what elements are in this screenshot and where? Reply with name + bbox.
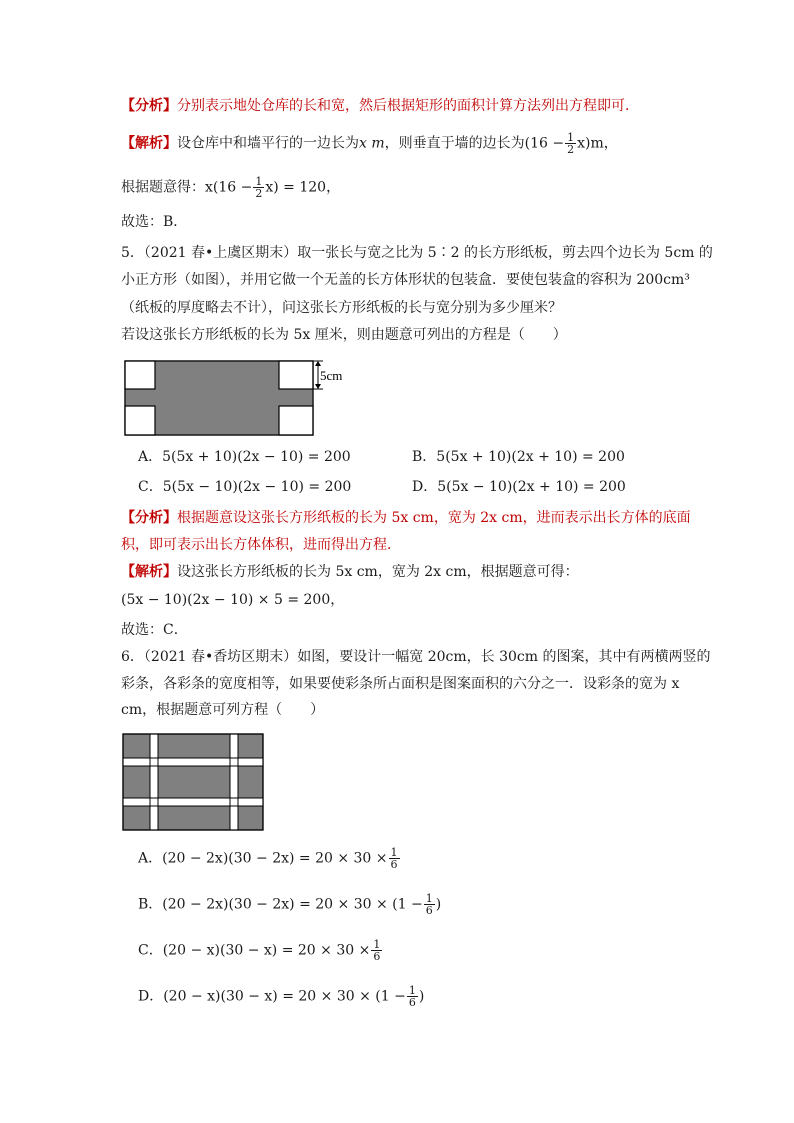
fraction: $\frac{1}{2}$ [567,131,575,156]
option-text: B．(20 − 2x)(30 − 2x) = 20 × 30 × (1 − [138,896,423,913]
q5-equation: (5x − 10)(2x − 10) × 5 = 200， [121,592,345,608]
q5-stem-line4: 若设这张长方形纸板的长为 5x 厘米，则由题意可列出的方程是（ ） [121,327,567,343]
arrow-up-icon [315,361,321,366]
option-text: A．(20 − 2x)(30 − 2x) = 20 × 30 × [138,850,388,867]
punct: ， [603,135,618,152]
q5-answer: 故选：C． [121,622,188,638]
q5-option-c[interactable]: C．5(5x − 10)(2x − 10) = 200 [138,479,352,495]
punct: ， [326,179,341,196]
q5-stem-line3: （纸板的厚度略去不计），问这张长方形纸板的长与宽分别为多少厘米？ [121,300,562,316]
corner-square [125,361,155,389]
q6-stem-line1: 6．（2021 春•香坊区期末）如图，要设计一幅宽 20cm，长 30cm 的图案，其中有两横两竖的 [121,649,711,665]
q5-analysis-line2: 积，即可表示出长方体体积，进而得出方程． [121,537,401,553]
option-text: D．(20 − x)(30 − x) = 20 × 30 × (1 − [138,988,406,1005]
q4-answer: 故选：B． [121,214,188,230]
option-text: C．(20 − x)(30 − x) = 20 × 30 × [138,942,371,959]
q5-stem-line1: 5．（2021 春•上虞区期末）取一张长与宽之比为 5∶2 的长方形纸板，剪去四个边长为 5cm 的 [121,245,713,261]
solution-text: 设这张长方形纸板的长为 5x cm，宽为 2x cm，根据题意可得： [177,564,579,580]
pattern-background [123,734,263,830]
corner-square [279,361,313,389]
q4-solution [121,132,681,155]
horizontal-stripe [123,758,263,766]
solution-text-mid: ，则垂直于墙的边长为 [384,135,525,152]
q6-option-d[interactable] [138,985,424,1008]
solution-tag: 【解析】 [121,564,177,580]
fraction: $\frac{1}{6}$ [425,892,433,917]
horizontal-stripe [123,798,263,806]
eq-label: 根据题意得： [121,179,205,196]
q5-analysis-line1 [121,508,691,528]
q4-analysis [121,96,681,116]
q6-stem-line3: cm，根据题意可列方程（ ） [121,702,325,718]
vertical-stripe [150,734,158,830]
q5-figure [120,355,360,445]
fraction: $\frac{1}{6}$ [390,846,398,871]
dimension-label: 5cm [320,368,343,383]
q6-option-a[interactable] [138,847,401,870]
vertical-stripe [230,734,238,830]
cardboard-middle-band [125,389,313,406]
analysis-tag: 【分析】 [121,510,177,526]
q6-stem-line2: 彩条，各彩条的宽度相等，如果要使彩条所占面积是图案面积的六分之一．设彩条的宽为 x [121,676,680,692]
solution-text: 设仓库中和墙平行的一边长为 [177,135,359,152]
expr-part: x(16 − [205,179,253,196]
fraction: $\frac{1}{6}$ [373,938,381,963]
fraction: $\frac{1}{6}$ [408,984,416,1009]
solution-var: x m [359,135,385,152]
expr-part: (16 − [524,135,565,152]
q4-equation [121,176,681,199]
q5-solution [121,562,681,582]
q5-option-d[interactable]: D．5(5x − 10)(2x + 10) = 200 [412,479,626,495]
corner-square [125,406,155,435]
analysis-text: 分别表示地处仓库的长和宽，然后根据矩形的面积计算方法列出方程即可． [177,98,639,114]
arrow-down-icon [315,384,321,389]
fraction: $\frac{1}{2}$ [255,175,263,200]
option-text-end: ) [418,988,425,1005]
q5-stem-line2: 小正方形（如图），并用它做一个无盖的长方体形状的包装盒．要使包装盒的容积为 200cm³ [121,272,690,288]
expr-part: x) = 120 [265,179,327,196]
analysis-text: 根据题意设这张长方形纸板的长为 5x cm，宽为 2x cm，进而表示出长方体的底面 [177,510,691,526]
q6-option-b[interactable] [138,893,441,916]
solution-tag: 【解析】 [121,135,177,152]
q6-figure [122,733,264,831]
corner-square [279,406,313,435]
analysis-tag: 【分析】 [121,98,177,114]
q6-option-c[interactable] [138,939,383,962]
q5-option-a[interactable]: A．5(5x + 10)(2x − 10) = 200 [138,449,351,465]
expr-part: x)m [577,135,604,152]
q5-option-b[interactable]: B．5(5x + 10)(2x + 10) = 200 [412,449,625,465]
option-text-end: ) [435,896,442,913]
